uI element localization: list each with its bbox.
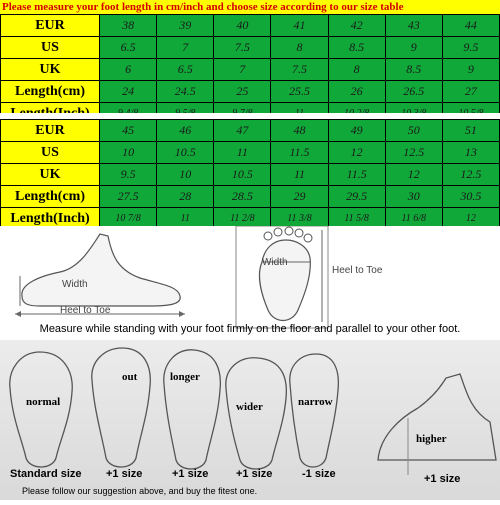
foot-type-normal: normal — [26, 396, 61, 408]
caption-narrow: -1 size — [302, 468, 336, 480]
size-cell: 11 — [271, 164, 328, 186]
size-cell: 12 — [328, 142, 385, 164]
size-cell: 38 — [100, 15, 157, 37]
size-cell: 49 — [328, 120, 385, 142]
size-cell: 27.5 — [100, 186, 157, 208]
foot-normal-outline — [10, 352, 72, 467]
size-cell: 7 — [157, 37, 214, 59]
size-cell: 9 — [442, 59, 499, 81]
foot-type-wider: wider — [236, 401, 263, 413]
size-cell: 11 3/8 — [271, 208, 328, 230]
size-cell: 11 6/8 — [385, 208, 442, 230]
foot-higher-outline — [378, 374, 496, 460]
follow-suggestion-text: Please follow our suggestion above, and buy the fitest one. — [22, 486, 258, 496]
row-label: US — [1, 37, 100, 59]
size-cell: 6 — [100, 59, 157, 81]
size-cell: 8.5 — [328, 37, 385, 59]
size-cell: 11.5 — [328, 164, 385, 186]
size-cell: 51 — [442, 120, 499, 142]
size-cell: 39 — [157, 15, 214, 37]
size-cell: 11 — [157, 208, 214, 230]
size-cell: 11.5 — [271, 142, 328, 164]
size-row — [1, 186, 500, 208]
row-label: UK — [1, 164, 100, 186]
size-cell: 11 2/8 — [214, 208, 271, 230]
size-cell: 12.5 — [385, 142, 442, 164]
row-label: Length(cm) — [1, 186, 100, 208]
foot-out-outline — [92, 348, 150, 467]
size-row — [1, 81, 500, 103]
foot-narrow-outline — [290, 354, 339, 467]
foot-wider-outline — [226, 358, 287, 469]
size-cell: 44 — [442, 15, 499, 37]
size-cell: 12.5 — [442, 164, 499, 186]
size-cell: 8 — [271, 37, 328, 59]
size-cell: 29.5 — [328, 186, 385, 208]
size-cell: 30.5 — [442, 186, 499, 208]
foot-type-higher: higher — [416, 433, 447, 445]
size-cell: 47 — [214, 120, 271, 142]
size-cell: 10.5 — [214, 164, 271, 186]
top-width-label: Width — [262, 257, 288, 268]
size-cell: 29 — [271, 186, 328, 208]
size-table-banner: Please measure your foot length in cm/inch and choose size according to our size table — [0, 0, 500, 14]
size-cell: 11 — [214, 142, 271, 164]
size-cell: 24 — [100, 81, 157, 103]
size-cell: 28.5 — [214, 186, 271, 208]
size-row — [1, 15, 500, 37]
size-cell: 9 — [385, 37, 442, 59]
size-cell: 28 — [157, 186, 214, 208]
size-row — [1, 142, 500, 164]
row-label: Length(Inch) — [1, 208, 100, 230]
size-cell: 27 — [442, 81, 499, 103]
side-foot-outline — [22, 234, 180, 306]
size-cell: 10 — [157, 164, 214, 186]
side-width-label: Width — [62, 279, 88, 290]
side-length-label: Heel to Toe — [60, 305, 111, 316]
size-cell: 46 — [157, 120, 214, 142]
size-cell: 7.5 — [214, 37, 271, 59]
size-cell: 8.5 — [385, 59, 442, 81]
size-cell: 45 — [100, 120, 157, 142]
row-label: Length(cm) — [1, 81, 100, 103]
measure-diagram — [0, 226, 500, 338]
size-cell: 26.5 — [385, 81, 442, 103]
caption-higher: +1 size — [424, 473, 461, 485]
measure-instruction: Measure while standing with your foot firmly on the floor and parallel to your other foot. — [39, 323, 461, 335]
row-label: EUR — [1, 120, 100, 142]
foot-type-out: out — [122, 371, 138, 383]
size-cell: 6.5 — [157, 59, 214, 81]
size-table-1 — [0, 14, 500, 125]
foot-type-narrow: narrow — [298, 396, 333, 408]
size-cell: 12 — [385, 164, 442, 186]
size-cell: 10 7/8 — [100, 208, 157, 230]
size-row — [1, 59, 500, 81]
size-cell: 25 — [214, 81, 271, 103]
size-row — [1, 120, 500, 142]
size-cell: 30 — [385, 186, 442, 208]
size-table-2 — [0, 119, 500, 230]
size-cell: 24.5 — [157, 81, 214, 103]
size-cell: 43 — [385, 15, 442, 37]
foot-type-longer: longer — [170, 371, 200, 383]
size-cell: 7 — [214, 59, 271, 81]
size-cell: 48 — [271, 120, 328, 142]
size-cell: 8 — [328, 59, 385, 81]
top-length-label: Heel to Toe — [332, 265, 383, 276]
caption-normal: Standard size — [10, 468, 82, 480]
foot-longer-outline — [164, 350, 221, 469]
size-cell: 41 — [271, 15, 328, 37]
row-label: UK — [1, 59, 100, 81]
size-cell: 26 — [328, 81, 385, 103]
caption-wider: +1 size — [236, 468, 273, 480]
caption-longer: +1 size — [172, 468, 209, 480]
size-cell: 50 — [385, 120, 442, 142]
row-label: EUR — [1, 15, 100, 37]
row-label: US — [1, 142, 100, 164]
caption-out: +1 size — [106, 468, 143, 480]
size-row — [1, 164, 500, 186]
size-cell: 9.5 — [100, 164, 157, 186]
size-cell: 10.5 — [157, 142, 214, 164]
size-cell: 40 — [214, 15, 271, 37]
size-cell: 42 — [328, 15, 385, 37]
size-cell: 6.5 — [100, 37, 157, 59]
top-foot-outline — [260, 240, 311, 321]
size-cell: 13 — [442, 142, 499, 164]
size-cell: 9.5 — [442, 37, 499, 59]
size-cell: 10 — [100, 142, 157, 164]
size-cell: 12 — [442, 208, 499, 230]
size-cell: 25.5 — [271, 81, 328, 103]
size-row — [1, 37, 500, 59]
size-cell: 7.5 — [271, 59, 328, 81]
size-cell: 11 5/8 — [328, 208, 385, 230]
